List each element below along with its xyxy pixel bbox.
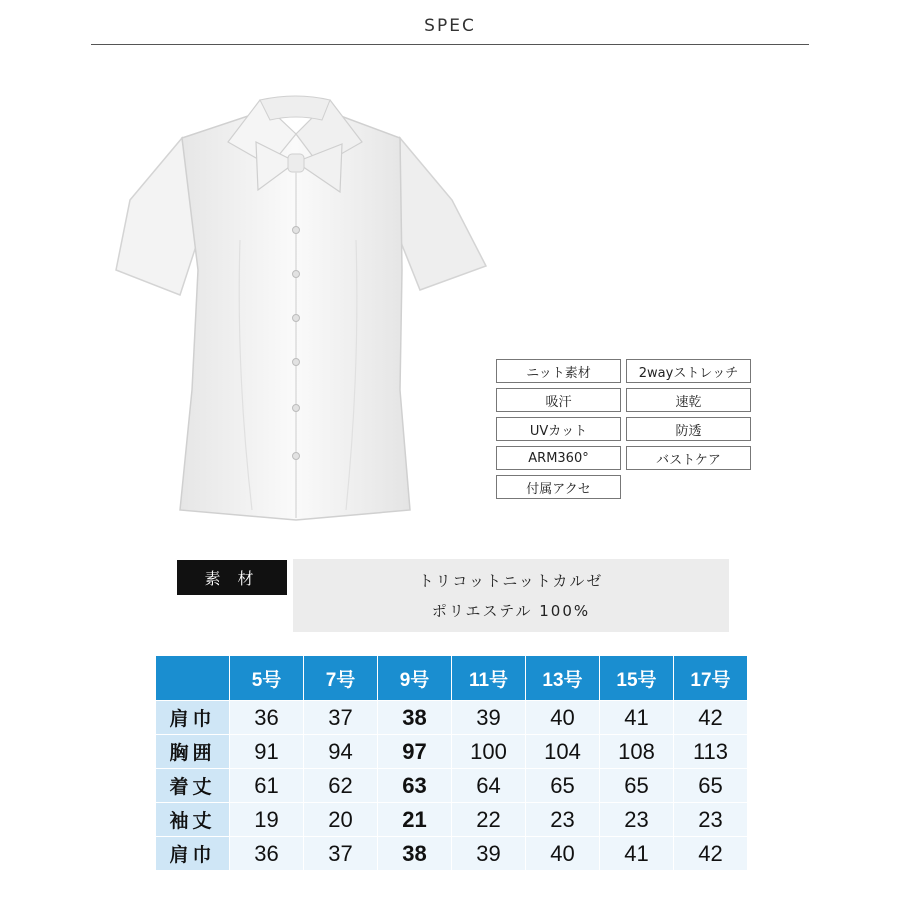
table-row bbox=[156, 769, 748, 803]
size-column-header: 7号 bbox=[304, 656, 378, 701]
row-label: 肩巾 bbox=[156, 837, 230, 871]
table-row bbox=[156, 803, 748, 837]
feature-tag: 速乾 bbox=[626, 388, 751, 412]
table-cell: 65 bbox=[674, 769, 748, 803]
row-label: 肩巾 bbox=[156, 701, 230, 735]
blouse-image bbox=[110, 90, 500, 530]
feature-tag: ARM360° bbox=[496, 446, 621, 470]
feature-tag: ニット素材 bbox=[496, 359, 621, 383]
table-cell: 36 bbox=[230, 837, 304, 871]
table-cell: 23 bbox=[526, 803, 600, 837]
feature-tag: 付属アクセ bbox=[496, 475, 621, 499]
table-cell: 42 bbox=[674, 701, 748, 735]
material-label: 素 材 bbox=[177, 560, 287, 595]
table-cell: 97 bbox=[378, 735, 452, 769]
size-column-header: 13号 bbox=[526, 656, 600, 701]
table-cell: 37 bbox=[304, 837, 378, 871]
table-cell: 38 bbox=[378, 701, 452, 735]
feature-tag: UVカット bbox=[496, 417, 621, 441]
size-column-header: 9号 bbox=[378, 656, 452, 701]
table-cell: 65 bbox=[526, 769, 600, 803]
table-cell: 22 bbox=[452, 803, 526, 837]
material-composition: ポリエステル 100% bbox=[431, 602, 591, 620]
size-column-header: 11号 bbox=[452, 656, 526, 701]
table-corner bbox=[156, 656, 230, 701]
table-cell: 37 bbox=[304, 701, 378, 735]
table-cell: 23 bbox=[600, 803, 674, 837]
size-header-row bbox=[156, 656, 748, 701]
table-cell: 21 bbox=[378, 803, 452, 837]
table-cell: 65 bbox=[600, 769, 674, 803]
size-column-header: 17号 bbox=[674, 656, 748, 701]
table-cell: 36 bbox=[230, 701, 304, 735]
row-label: 着丈 bbox=[156, 769, 230, 803]
row-label: 袖丈 bbox=[156, 803, 230, 837]
table-cell: 39 bbox=[452, 837, 526, 871]
header-divider bbox=[91, 44, 809, 45]
material-fabric: トリコットニットカルゼ bbox=[418, 572, 604, 590]
size-column-header: 15号 bbox=[600, 656, 674, 701]
table-cell: 23 bbox=[674, 803, 748, 837]
table-cell: 61 bbox=[230, 769, 304, 803]
table-cell: 42 bbox=[674, 837, 748, 871]
table-row bbox=[156, 837, 748, 871]
page-title: SPEC bbox=[424, 16, 476, 36]
feature-tag: 吸汗 bbox=[496, 388, 621, 412]
table-row bbox=[156, 701, 748, 735]
feature-tag: 防透 bbox=[626, 417, 751, 441]
feature-tag: バストケア bbox=[626, 446, 751, 470]
table-cell: 40 bbox=[526, 701, 600, 735]
table-cell: 108 bbox=[600, 735, 674, 769]
table-cell: 40 bbox=[526, 837, 600, 871]
table-cell: 113 bbox=[674, 735, 748, 769]
table-cell: 104 bbox=[526, 735, 600, 769]
table-cell: 41 bbox=[600, 701, 674, 735]
table-cell: 94 bbox=[304, 735, 378, 769]
table-cell: 39 bbox=[452, 701, 526, 735]
table-cell: 100 bbox=[452, 735, 526, 769]
table-cell: 20 bbox=[304, 803, 378, 837]
size-column-header: 5号 bbox=[230, 656, 304, 701]
table-cell: 63 bbox=[378, 769, 452, 803]
table-cell: 64 bbox=[452, 769, 526, 803]
size-table bbox=[155, 655, 748, 871]
row-label: 胸囲 bbox=[156, 735, 230, 769]
table-row bbox=[156, 735, 748, 769]
table-cell: 19 bbox=[230, 803, 304, 837]
table-cell: 41 bbox=[600, 837, 674, 871]
material-description bbox=[293, 559, 729, 632]
table-cell: 91 bbox=[230, 735, 304, 769]
table-cell: 38 bbox=[378, 837, 452, 871]
feature-tag: 2wayストレッチ bbox=[626, 359, 751, 383]
table-cell: 62 bbox=[304, 769, 378, 803]
